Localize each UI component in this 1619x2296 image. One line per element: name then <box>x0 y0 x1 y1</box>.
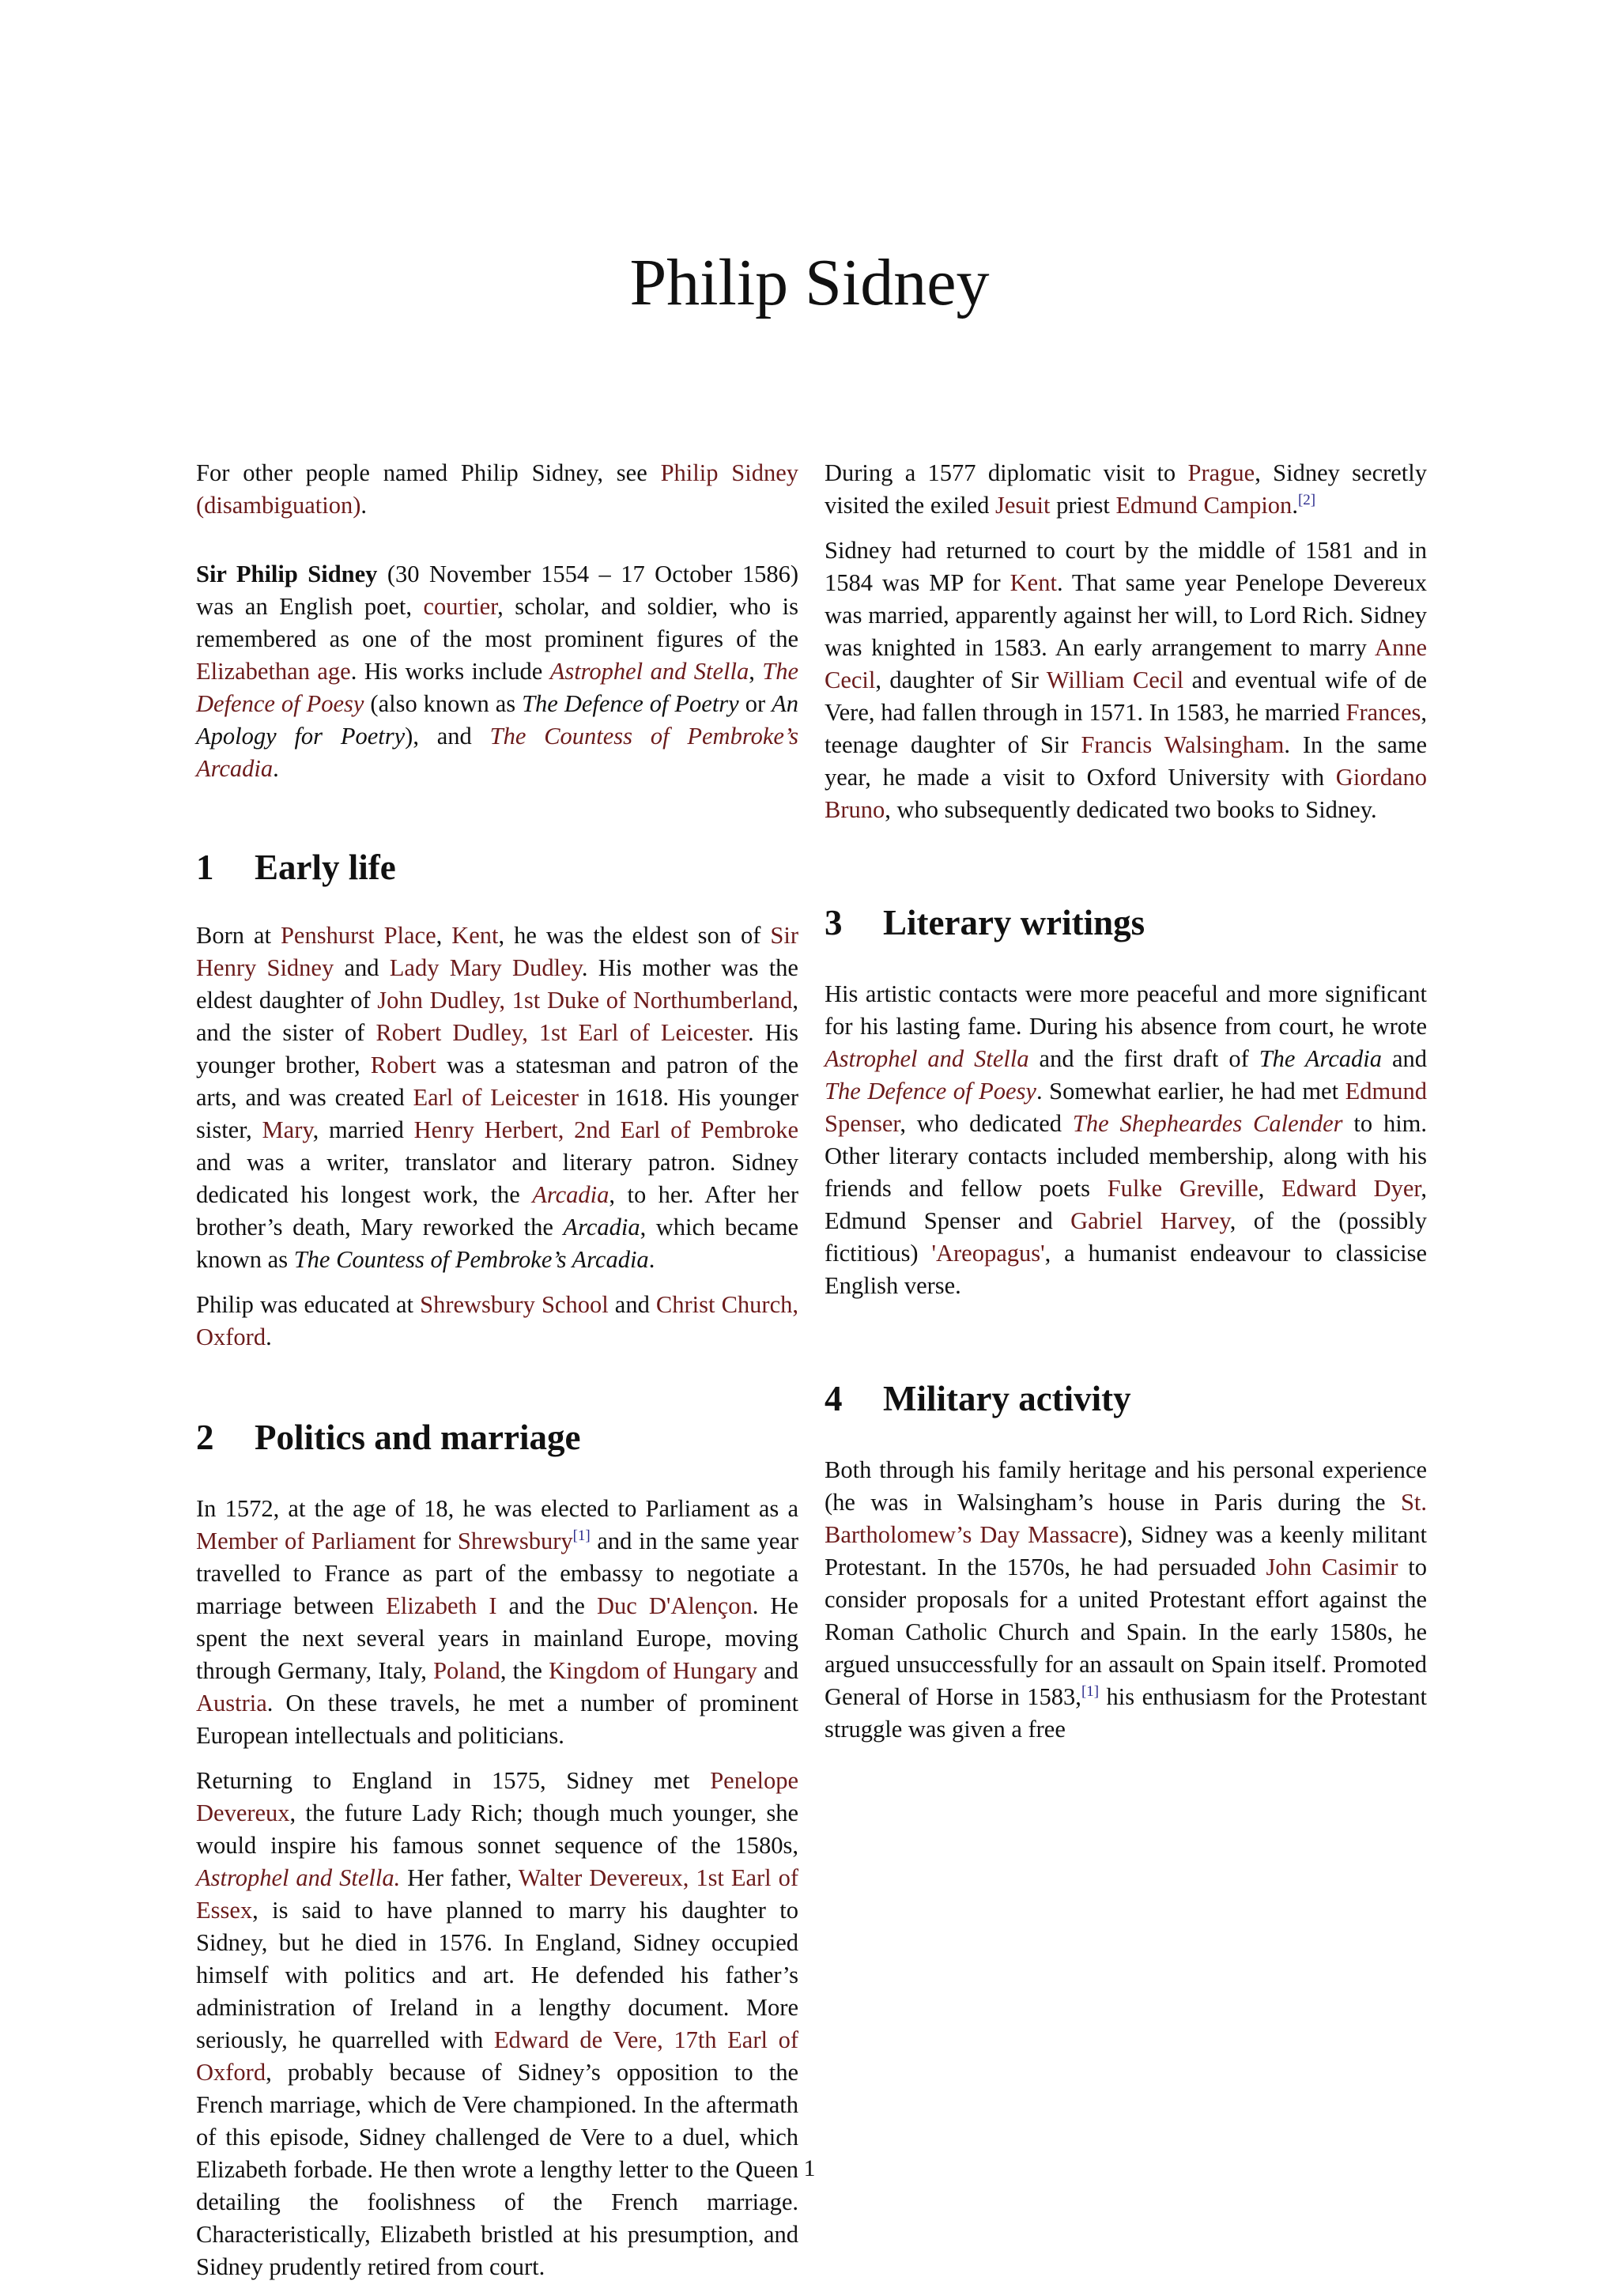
page-number: 1 <box>803 2155 816 2181</box>
link-edward-de-vere[interactable]: Edward de Vere, 17th Earl of Oxford <box>196 2026 798 2086</box>
link-disambiguation[interactable]: Philip Sidney (disambiguation) <box>196 459 798 519</box>
literary-paragraph: His artistic contacts were more peaceful and more significant for his lasting fame. During his absence from court, he wrote Astrophel and Stella and the first draft of The Arcadia and The Defence of Poesy. Somewhat earlier, he had met Edmund Spenser, who dedicated The Shepheardes Calender to him. Other literary contacts included membership, along with his friends and fellow poets Fulke Greville, Edward Dyer, Edmund Spenser and Gabriel Harvey, of the (possibly fictitious) 'Areopagus', a humanist endeavour to classicise English verse. <box>825 980 1428 1299</box>
citation-link[interactable]: [2] <box>1297 491 1316 508</box>
link-edmund-spenser[interactable]: Edmund Spenser <box>825 1078 1427 1137</box>
link-john-casimir[interactable]: John Casimir <box>1266 1554 1398 1580</box>
link-st-bartholomew-massacre[interactable]: St. Bartholomew’s Day Massacre <box>825 1489 1427 1548</box>
link-giordano-bruno[interactable]: Giordano Bruno <box>825 764 1427 823</box>
link-prague[interactable]: Prague <box>1187 459 1255 486</box>
politics-paragraph-1: In 1572, at the age of 18, he was elected to Parliament as a Member of Parliament for Shrewsbury[1] and in the same year travelled to France as part of the embassy to negotiate a marriage between Elizabeth I and the Duc D'Alençon. He spent the next several years in mainland Europe, moving through Germany, Italy, Poland, the Kingdom of Hungary and Austria. On these travels, he met a number of prominent European intellectuals and politicians. <box>196 1495 799 1749</box>
link-robert-dudley[interactable]: Robert Dudley, 1st Earl of Leicester <box>376 1019 748 1046</box>
link-anne-cecil[interactable]: Anne Cecil <box>825 634 1427 693</box>
link-elizabethan-age[interactable]: Elizabethan age <box>196 658 351 685</box>
link-edward-dyer[interactable]: Edward Dyer <box>1281 1175 1421 1202</box>
intro-paragraph: Sir Philip Sidney (30 November 1554 – 17 October 1586) was an English poet, courtier, scholar, and soldier, who is remembered as one of the most prominent figures of the Elizabethan age. His works include Astrophel and Stella, The Defence of Poesy (also known as The Defence of Poetry or An Apology for Poetry), and The Countess of Pembroke’s Arcadia. <box>196 561 798 782</box>
link-earl-of-leicester[interactable]: Earl of Leicester <box>413 1084 579 1111</box>
link-astrophel-2[interactable]: Astrophel and Stella. <box>196 1864 401 1891</box>
link-courtier[interactable]: courtier <box>423 593 498 620</box>
right-column <box>825 457 1427 1758</box>
section-heading-politics: 2 Politics and marriage <box>196 1418 581 1457</box>
link-astrophel-3[interactable]: Astrophel and Stella <box>825 1045 1029 1072</box>
subject-name: Sir Philip Sidney <box>196 561 378 587</box>
left-column <box>196 457 798 2296</box>
link-mary-dudley[interactable]: Lady Mary Dudley <box>389 954 582 981</box>
link-arcadia[interactable]: Arcadia <box>532 1181 609 1208</box>
link-hungary[interactable]: Kingdom of Hungary <box>549 1657 757 1684</box>
politics-paragraph-2: Returning to England in 1575, Sidney met Penelope Devereux, the future Lady Rich; though much younger, she would inspire his famous sonnet sequence of the 1580s, Astrophel and Stella. Her father, Walter Devereux, 1st Earl of Essex, is said to have planned to marry his daughter to Sidney, but he died in 1576. In England, Sidney occupied himself with politics and art. He defended his father’s administration of Ireland in a lengthy document. More seriously, he quarrelled with Edward de Vere, 17th Earl of Oxford, probably because of Sidney’s opposition to the French marriage, which de Vere championed. In the aftermath of this episode, Sidney challenged de Vere to a duel, which Elizabeth forbade. He then wrote a lengthy letter to the Queen detailing the foolishness of the French marriage. Characteristically, Elizabeth bristled at his presumption, and Sidney prudently retired from court. <box>196 1767 799 2280</box>
link-shrewsbury[interactable]: Shrewsbury <box>457 1528 573 1554</box>
link-william-cecil[interactable]: William Cecil <box>1046 667 1184 693</box>
prague-paragraph: During a 1577 diplomatic visit to Prague, Sidney secretly visited the exiled Jesuit priest Edmund Campion.[2] <box>825 459 1428 519</box>
link-walter-devereux[interactable]: Walter Devereux, 1st Earl of Essex <box>196 1864 799 1924</box>
link-frances[interactable]: Frances <box>1345 699 1421 726</box>
link-countess-arcadia[interactable]: The Countess of Pembroke’s Arcadia <box>196 723 798 782</box>
link-kent-2[interactable]: Kent <box>1010 569 1057 596</box>
section-heading-literary: 3 Literary writings <box>825 903 1145 942</box>
link-defence-of-poesy-2[interactable]: The Defence of Poesy <box>825 1078 1036 1105</box>
court-return-paragraph: Sidney had returned to court by the middle of 1581 and in 1584 was MP for Kent. That same year Penelope Devereux was married, apparently against her will, to Lord Rich. Sidney was knighted in 1583. An early arrangement to marry Anne Cecil, daughter of Sir William Cecil and eventual wife of de Vere, had fallen through in 1571. In 1583, he married Frances, teenage daughter of Sir Francis Walsingham. In the same year, he made a visit to Oxford University with Giordano Bruno, who subsequently dedicated two books to Sidney. <box>825 537 1428 823</box>
link-kent[interactable]: Kent <box>451 922 499 949</box>
link-john-dudley[interactable]: John Dudley, 1st Duke of Northumberland <box>377 987 793 1014</box>
link-defence-of-poesy[interactable]: The Defence of Poesy <box>196 658 798 717</box>
link-mary[interactable]: Mary <box>262 1116 313 1143</box>
link-austria[interactable]: Austria <box>196 1690 267 1716</box>
link-christ-church[interactable]: Christ Church, Oxford <box>196 1291 799 1350</box>
link-edmund-campion[interactable]: Edmund Campion <box>1115 492 1293 519</box>
section-heading-early-life: 1 Early life <box>196 848 396 887</box>
link-henry-herbert[interactable]: Henry Herbert, 2nd Earl of Pembroke <box>413 1116 798 1143</box>
link-shrewsbury-school[interactable]: Shrewsbury School <box>420 1291 609 1318</box>
military-paragraph: Both through his family heritage and his personal experience (he was in Walsingham’s house in Paris during the St. Bartholomew’s Day Massacre), Sidney was a keenly militant Protestant. In the 1570s, he had persuaded John Casimir to consider proposals for a united Protestant effort against the Roman Catholic Church and Spain. In the early 1580s, he argued unsuccessfully for an assault on Spain itself. Promoted General of Horse in 1583,[1] his enthusiasm for the Protestant struggle was given a free <box>825 1456 1427 1743</box>
citation-link[interactable]: [1] <box>1081 1682 1100 1700</box>
education-paragraph: Philip was educated at Shrewsbury School and Christ Church, Oxford. <box>196 1291 799 1350</box>
link-duc-dalencon[interactable]: Duc D'Alençon <box>596 1592 753 1619</box>
hatnote: For other people named Philip Sidney, see Philip Sidney (disambiguation). <box>196 459 798 519</box>
section-heading-military: 4 Military activity <box>825 1379 1131 1418</box>
early-life-paragraph: Born at Penshurst Place, Kent, he was the eldest son of Sir Henry Sidney and Lady Mary Dudley. His mother was the eldest daughter of John Dudley, 1st Duke of Northumberland, and the sister of Robert Dudley, 1st Earl of Leicester. His younger brother, Robert was a statesman and patron of the arts, and was created Earl of Leicester in 1618. His younger sister, Mary, married Henry Herbert, 2nd Earl of Pembroke and was a writer, translator and literary patron. Sidney dedicated his longest work, the Arcadia, to her. After her brother’s death, Mary reworked the Arcadia, which became known as The Countess of Pembroke’s Arcadia. <box>196 922 799 1273</box>
link-francis-walsingham[interactable]: Francis Walsingham <box>1081 731 1285 758</box>
link-gabriel-harvey[interactable]: Gabriel Harvey <box>1070 1207 1230 1234</box>
link-penelope-devereux[interactable]: Penelope Devereux <box>196 1767 798 1826</box>
link-fulke-greville[interactable]: Fulke Greville <box>1107 1175 1259 1202</box>
link-henry-sidney[interactable]: Sir Henry Sidney <box>196 922 799 981</box>
link-member-of-parliament[interactable]: Member of Parliament <box>196 1528 417 1554</box>
page-title: Philip Sidney <box>629 246 990 319</box>
link-poland[interactable]: Poland <box>433 1657 500 1684</box>
link-shepheardes-calender[interactable]: The Shepheardes Calender <box>1072 1110 1343 1137</box>
citation-link[interactable]: [1] <box>572 1527 591 1544</box>
link-areopagus[interactable]: 'Areopagus' <box>931 1240 1045 1267</box>
link-penshurst[interactable]: Penshurst Place <box>280 922 436 949</box>
link-elizabeth-i[interactable]: Elizabeth I <box>386 1592 497 1619</box>
link-jesuit[interactable]: Jesuit <box>995 492 1051 519</box>
link-astrophel[interactable]: Astrophel and Stella <box>549 658 749 685</box>
link-robert[interactable]: Robert <box>370 1052 436 1078</box>
